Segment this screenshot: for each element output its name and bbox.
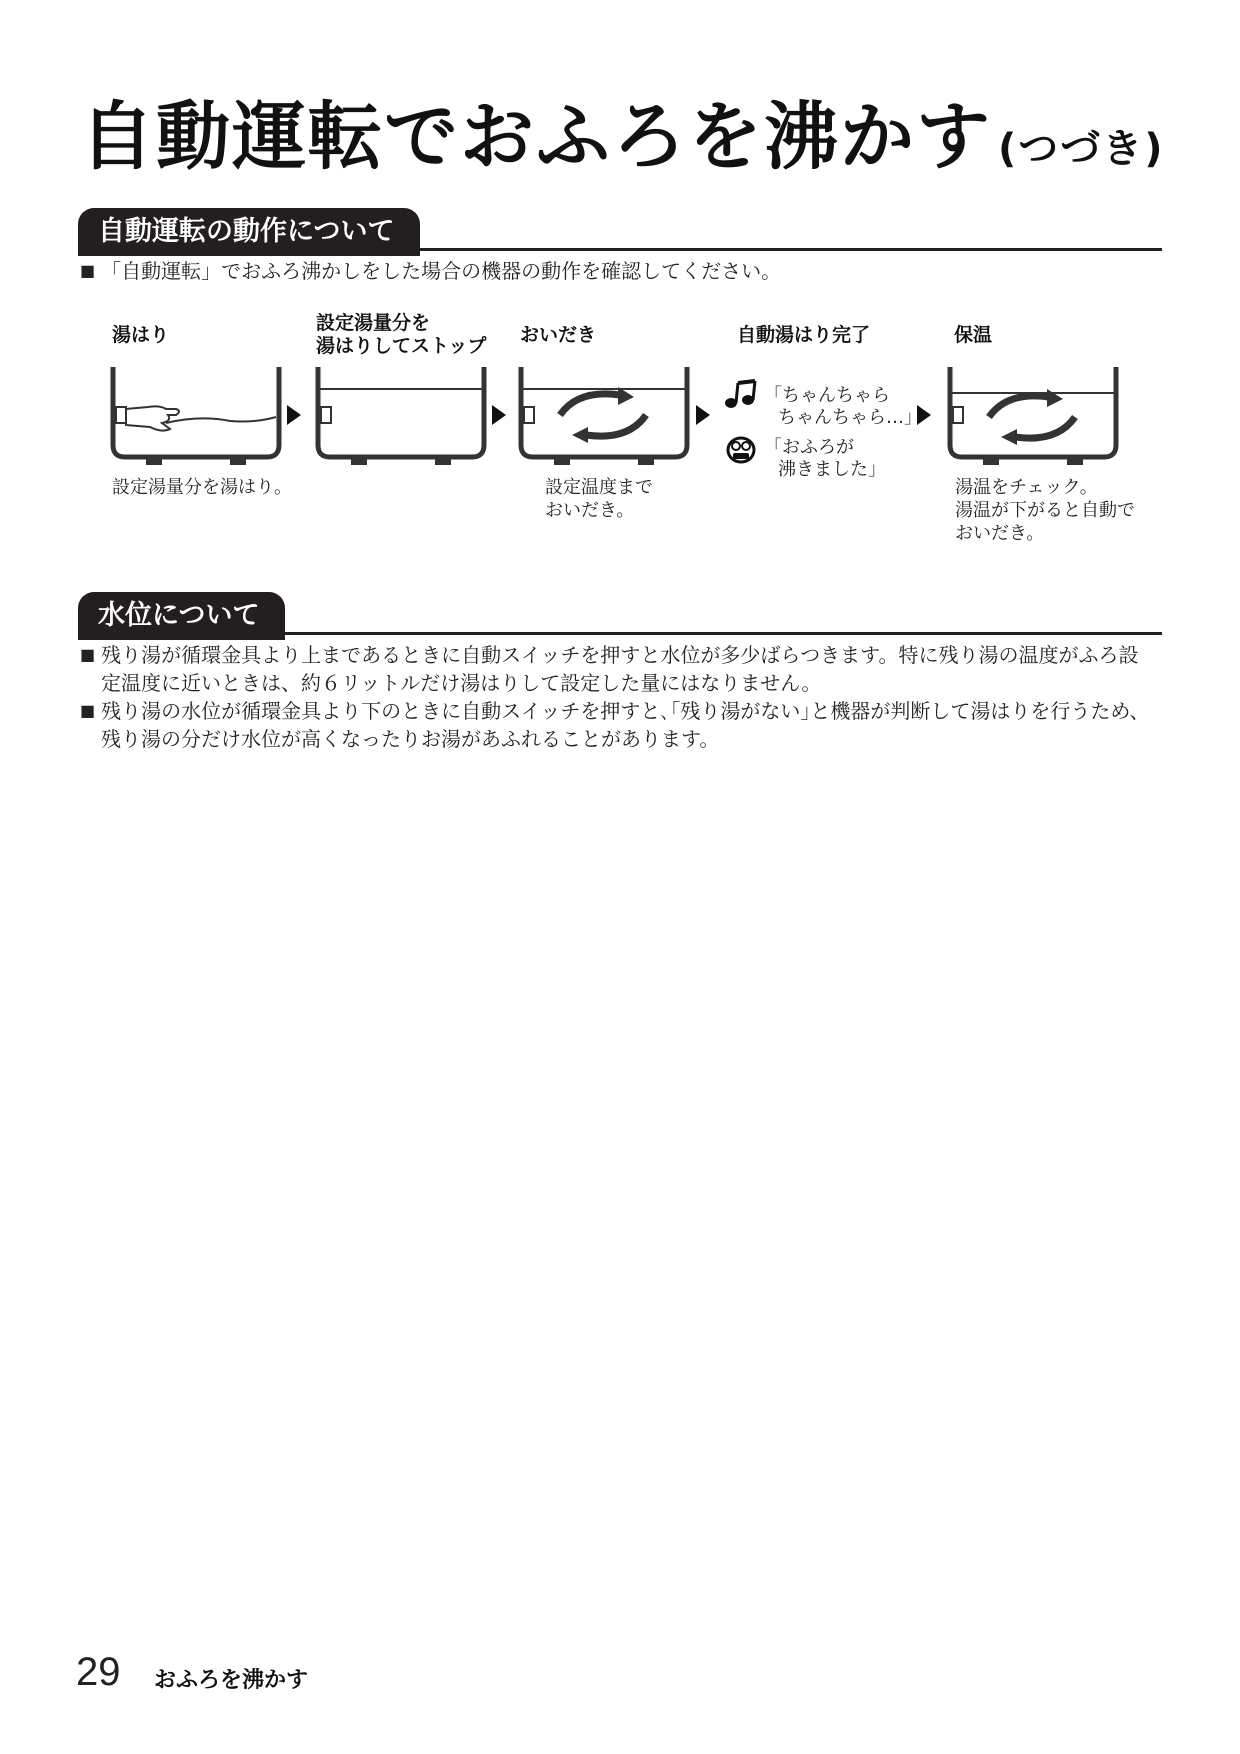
step-arrow-icon [696, 405, 710, 425]
page-number: 29 [76, 1650, 121, 1694]
water-level-note-2 [80, 697, 1150, 725]
water-level-note-1-cont: 定温度に近いときは、約６リットルだけ湯はりして設定した量にはなりません。 [101, 671, 822, 695]
section-heading-water-level: 水位について [78, 592, 285, 640]
step-arrow-icon [917, 405, 931, 425]
page-title-main: 自動運転でおふろを沸かす [80, 94, 992, 180]
step-arrow-icon [492, 405, 506, 425]
step-title-line: 保温 [954, 324, 993, 346]
circulation-arrows-icon [560, 387, 646, 443]
caption-line: おいだき。 [955, 523, 1045, 544]
water-level-note-2-cont: 残り湯の分だけ水位が高くなったりお湯があふれることがあります。 [101, 727, 720, 751]
page-title-suffix: (つづき) [998, 126, 1165, 172]
melody-line: 「ちゃんちゃら [764, 385, 890, 406]
circulation-arrows-icon [989, 389, 1075, 445]
section1-intro [80, 257, 781, 285]
section-divider [78, 632, 1162, 635]
step-title-line: 設定湯量分を [316, 312, 431, 334]
bathtub-illustration-stopped [315, 365, 485, 468]
caption-line: 湯温をチェック。 [955, 477, 1098, 498]
caption-line: おいだき。 [545, 500, 635, 521]
step-title-line: 湯はり [112, 324, 170, 346]
intro-text: 「自動運転」でおふろ沸かしをした場合の機器の動作を確認してください。 [101, 259, 782, 283]
bullet-icon: ■ [80, 701, 96, 720]
step-caption-reheat [545, 476, 653, 522]
voice-line: 沸きました」 [778, 459, 886, 480]
step-title-line: 湯はりしてストップ [316, 335, 487, 357]
melody-text [764, 385, 922, 429]
step-title-line: おいだき [520, 324, 597, 346]
section-heading-auto-operation: 自動運転の動作について [78, 208, 420, 256]
caption-line: 設定温度まで [545, 477, 653, 498]
footer-section-label: おふろを沸かす [154, 1668, 309, 1693]
water-level-note-1 [80, 641, 1139, 669]
face-icon [726, 436, 756, 464]
caption-line: 設定湯量分を湯はり。 [112, 477, 292, 498]
step-caption-keep-warm [955, 476, 1135, 545]
bathtub-illustration-filling [110, 365, 280, 468]
note-line: 残り湯が循環金具より上まであるときに自動スイッチを押すと水位が多少ばらつきます。特に残り湯の温度がふろ設 [101, 643, 1139, 667]
page-title [80, 78, 1165, 184]
note-line: 残り湯の水位が循環金具より下のときに自動スイッチを押すと､｢残り湯がない｣と機器が判断して湯はりを行うため、 [101, 699, 1150, 723]
step-title-complete [737, 324, 870, 347]
step-caption-fill [112, 476, 292, 499]
step-title-reheat [520, 324, 596, 347]
step-title-line: 自動湯はり完了 [737, 324, 871, 346]
music-note-icon [724, 380, 760, 410]
voice-text [764, 437, 886, 481]
bathtub-illustration-keep-warm [947, 365, 1117, 468]
melody-line: ちゃんちゃら…」 [778, 407, 922, 428]
section-divider [78, 248, 1162, 251]
step-title-stop [316, 312, 486, 358]
bathtub-illustration-reheat [518, 365, 688, 468]
bullet-icon: ■ [80, 645, 96, 664]
step-arrow-icon [287, 405, 301, 425]
bullet-icon: ■ [80, 261, 96, 280]
step-title-fill [112, 324, 169, 347]
step-title-keep-warm [954, 324, 992, 347]
voice-line: 「おふろが [764, 437, 854, 458]
caption-line: 湯温が下がると自動で [955, 500, 1135, 521]
